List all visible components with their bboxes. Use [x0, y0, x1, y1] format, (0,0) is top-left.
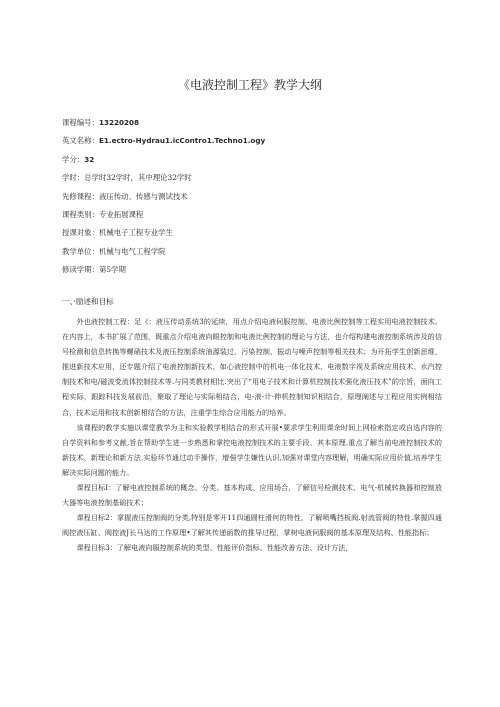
meta-semester: 修读学期：第5学期 — [62, 265, 126, 275]
meta-credits: 学分：32 — [62, 154, 95, 164]
paragraph: 课程目标I：了解电液控制系统的概念、分类、基本构成、应用场合，了解信号检测技术、电气-机械转换器和控制放大器等电液控制基础技术； — [62, 483, 442, 508]
meta-course-category: 课程类别：专业拓展课程 — [62, 209, 144, 219]
paragraph: 该课程的教学实施以课堂教学为主和实验教学相结合的形式开展•要求学生利用课余时间上网检索指定或自选内容的自学资料和参考文献,旨在帮助学生进一步熟悉和掌控电液控制技术的主要手段、其本原理.重点了解当前电液控制技术的新技术、新理论和新方法.实验环节通过动手操作，增强学生嫌性认识,加强对课堂内容理解，明确实际应用价值,培养学生解决实际问题的能力。 — [62, 422, 442, 477]
document-title: 《电液控制工程》教学大纲 — [177, 78, 322, 92]
meta-english-name: 英文名称：E1.ectro-Hydrau1.icContro1.Techno1.ogy — [62, 136, 266, 146]
meta-course-code: 课程编号：13220208 — [62, 118, 139, 127]
meta-teaching-unit: 教学单位：机械与电气工程学院 — [62, 246, 166, 256]
meta-audience: 授课对象：机械电子工程专业学生 — [62, 228, 173, 238]
paragraph: 课程目标3：了解电液向服控制系统的类型、性能评价指标、性能改善方法、设计方法， — [76, 543, 353, 553]
paragraph: 课程目标2：掌握液压控制阀的分类,特别是零开11四通圆柱滑何的特性，了解喷嘴挡板阀.射流管阀的特性.掌握四通阀控液压缸、阀控液J长马达的工作原理•了解其传递函数的推导过程，掌树电液伺服阀的基本原理及结构、性能指标； — [62, 513, 442, 538]
section-body — [62, 314, 442, 556]
meta-hours: 学时：总学时32学时，其中理论32学时 — [62, 173, 192, 183]
section-heading: 一、·励述和目标 — [62, 297, 114, 306]
meta-prerequisites: 先修课程：液压传动、传感与测试技术 — [62, 191, 188, 201]
paragraph: 外也液控制工程：足《：液压传动系统3的延续，用点介绍电液伺服控制、电液比例控制等工程实用电液控制技术。在内容上，本书扩展了范围，既重点介绍电液向眼控制和电液比例控制的理论与方法，也介绍构建电液控制系统涉及的信号检测和信息转换等螺硝技术及液压控制系统油源装过、污染控制、振动与噪声控制等相关技术；为开拓学生创新思维，推进新技术应用，还专题介绍了电液控制新技术，如心液控制中的机电一体化技术、电液数字视及系统应用技术、水汽控制技术和电/磁波变流体控制技术等.与同类教材相比.突出了“用电子技术和计算机控制技术强化液压技术”的宗旨，面向工程实际，跟踪科技发展前沿，聚取了理论与实际相结合，电-液-计·伸机控制知识相结合，原理阐述与工程应用实例相结合，技术运用和技术创新相结合的方法，注重学生综合应用能力的培养。 — [62, 317, 442, 417]
course-meta — [62, 119, 442, 285]
